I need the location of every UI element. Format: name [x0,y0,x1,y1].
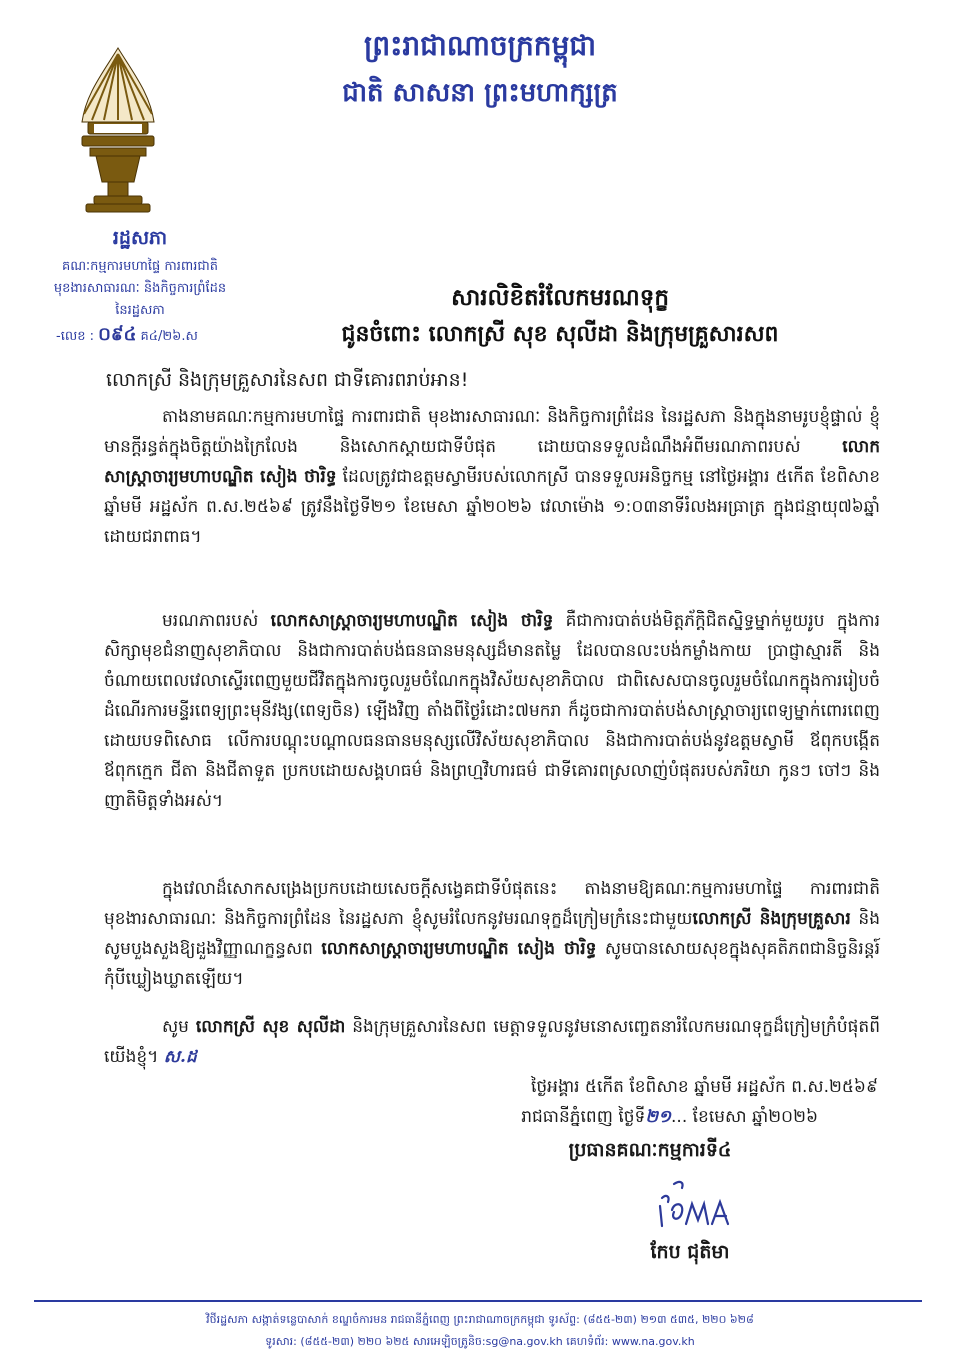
national-motto: ជាតិ សាសនា ព្រះមហាក្សត្រ [342,78,618,108]
committee-line-3: នៃរដ្ឋសភា [115,303,165,318]
lunar-date: ថ្ងៃអង្គារ ៥កើត ខែពិសាខ ឆ្នាំមមី អដ្ឋស័ក ព.ស.២៥៦៩ [530,1077,878,1097]
p4-text-a: សូម [162,1017,196,1037]
p3-text-a: ក្នុងវេលាដ៏សោកសង្រេងប្រកបដោយសេចក្ដីសង្វេគជាទីបំផុតនេះ តាងនាមឱ្យគណៈកម្មការមហាផ្ទៃ ការពារជាតិ មុខងារសាធារណៈ និងកិច្ចការព្រំដែន នៃរដ្ឋសភា ខ្ញុំសូមរំលែកនូវមរណទុក្ខដ៏ក្រៀមក្រំនេះជាមួយ [104,879,880,929]
national-assembly-emblem-icon [72,44,164,214]
p4-text-b: និងក្រុមគ្រួសារនៃសព មេត្តាទទួលនូវមនោសញ្ចេតនារំលែកមរណទុក្ខដ៏ក្រៀមក្រំបំផុតពីយើងខ្ញុំ។ [104,1017,880,1067]
deceased-name: លោកសាស្ត្រាចារ្យមហាបណ្ឌិត សៀង ថារិទ្ធ [104,437,880,487]
letter-recipient: ជូនចំពោះ លោកស្រី សុខ សុលីដា និងក្រុមគ្រួសារសព [341,322,779,347]
p2-text-a: មរណភាពរបស់ [162,611,271,631]
committee-line-2: មុខងារសាធារណៈ និងកិច្ចការព្រំដែន [53,281,227,296]
reference-number [56,322,198,349]
committee-line-1: គណៈកម្មការមហាផ្ទៃ ការពារជាតិ [62,259,218,274]
body-paragraph-2 [104,606,880,874]
reference-prefix: -លេខ : [56,329,94,344]
p3-text-c: សូមបានសោយសុខក្នុងសុគតិភពជានិច្ចនិរន្តរ៍កុំបីឃ្លៀងឃ្លាតឡើយ។ [104,939,881,989]
reference-suffix: គ៤/២៦.ស [140,329,198,344]
kingdom-heading: ព្រះរាជាណាចក្រកម្ពុជា [363,29,596,62]
chair-title: ប្រធានគណៈកម្មការទី៤ [568,1139,732,1161]
place-prefix: រាជធានីភ្នំពេញ ថ្ងៃទី [521,1107,646,1127]
handwritten-signature [650,1176,740,1236]
handwritten-day: ២១ [645,1107,672,1127]
deceased-name: លោកសាស្ត្រាចារ្យមហាបណ្ឌិត សៀង ថារិទ្ធ [270,611,554,631]
deceased-name: លោកសាស្ត្រាចារ្យមហាបណ្ឌិត សៀង ថារិទ្ធ [321,939,597,959]
p1-text-a: តាងនាមគណៈកម្មការមហាផ្ទៃ ការពារជាតិ មុខងារសាធារណៈ និងកិច្ចការព្រំដែន នៃរដ្ឋសភា និងក្នុងនាមរូបខ្ញុំផ្ទាល់ ខ្ញុំមានក្ដីរន្ធត់ក្នុងចិត្តយ៉ាងក្រៃលែង និងសោកស្ដាយជាទីបំផុត ដោយបានទទួលដំណឹងអំពីមរណភាពរបស់ [104,407,880,457]
footer-contact: ទូរសារ: (៨៥៥-២៣) ២២០ ៦២៥ សារអេឡិចត្រូនិច:sg@na.gov.kh គេហទំព័រ: www.na.gov.kh [265,1335,695,1348]
signer-name: កែប ជុតិមា [650,1241,730,1263]
letter-title: សារលិខិតរំលែកមរណទុក្ខ [451,285,669,311]
sender-organization: រដ្ឋសភា [112,227,168,249]
p3-text-b: និងសូមបួងសួងឱ្យដួងវិញ្ញាណក្ខន្ធសព [104,909,880,959]
family-name: លោកស្រី និងក្រុមគ្រួសារ [692,909,851,929]
place-date [418,1106,818,1131]
p2-text-b: គឺជាការបាត់បង់មិត្តភ័ក្ដិជិតស្និទ្ធម្នាក់មួយរូប ក្នុងការសិក្សាមុខជំនាញសុខាភិបាល និងជាការបាត់បង់ធនធានមនុស្សដ៏មានតម្លៃ ដែលបានលះបង់កម្លាំងកាយ ប្រាជ្ញាស្មារតី និងចំណាយពេលវេលាស្ទើរពេញមួយជីវិតក្នុងការចូលរួមចំណែកក្នុងវិស័យសុខាភិបាល ជាពិសេសបានចូលរួមចំណែកក្នុងការរៀបចំដំណើរការមន្ទីរពេទ្យព្រះមុនីវង្ស(ពេទ្យចិន) ឡើងវិញ តាំងពីថ្ងៃរំដោះ៧មករា ក៏ដូចជាការបាត់បង់សាស្ត្រាចារ្យពេទ្យម្នាក់ពោរពេញដោយបទពិសោធ លើការបណ្ដុះបណ្ដាលធនធានមនុស្សលើវិស័យសុខាភិបាល និងជាការបាត់បង់នូវឧត្តមស្វាមី ឪពុកបង្កើត ឪពុកក្មេក ជីតា និងជីតាទួត ប្រកបដោយសង្គហធម៌ និងព្រហ្មវិហារធម៌ ជាទីគោរពស្រលាញ់បំផុតរបស់ភរិយា កូនៗ ចៅៗ និងញាតិមិត្តទាំងអស់។ [104,611,880,811]
body-paragraph-4 [104,1012,880,1074]
footer-address: វិថីរដ្ឋសភា សង្កាត់ទន្លេបាសាក់ ខណ្ឌចំការមន រាជធានីភ្នំពេញ ព្រះរាជាណាចក្រកម្ពុជា ទូរស័ព្ទ: (៨៥៥-២៣) ២១៣ ៥៣៥, ២២០ ៦២៨ [206,1313,754,1326]
footer-divider [34,1300,922,1302]
p1-text-b: ដែលត្រូវជាឧត្តមស្វាមីរបស់លោកស្រី បានទទួលអនិច្ចកម្ម នៅថ្ងៃអង្គារ ៥កើត ខែពិសាខ ឆ្នាំមមី អដ្ឋស័ក ព.ស.២៥៦៩ ត្រូវនឹងថ្ងៃទី២១ ខែមេសា ឆ្នាំ២០២៦ វេលាម៉ោង ១:០៣នាទីរំលងអធ្រាត្រ ក្នុងជន្មាយុ៧៦ឆ្នាំ ដោយជរាពាធ។ [104,467,880,547]
reference-handwritten-number: ០៩៤ [98,324,137,345]
salutation: លោកស្រី និងក្រុមគ្រួសារនៃសព ជាទីគោរពរាប់អាន! [106,369,469,391]
body-paragraph-1 [104,402,880,584]
place-suffix: ... ខែមេសា ឆ្នាំ២០២៦ [671,1107,818,1127]
widow-name: លោកស្រី សុខ សុលីដា [195,1017,346,1037]
handwritten-initials: ស.ដ [163,1047,197,1067]
body-paragraph-3 [104,874,880,996]
